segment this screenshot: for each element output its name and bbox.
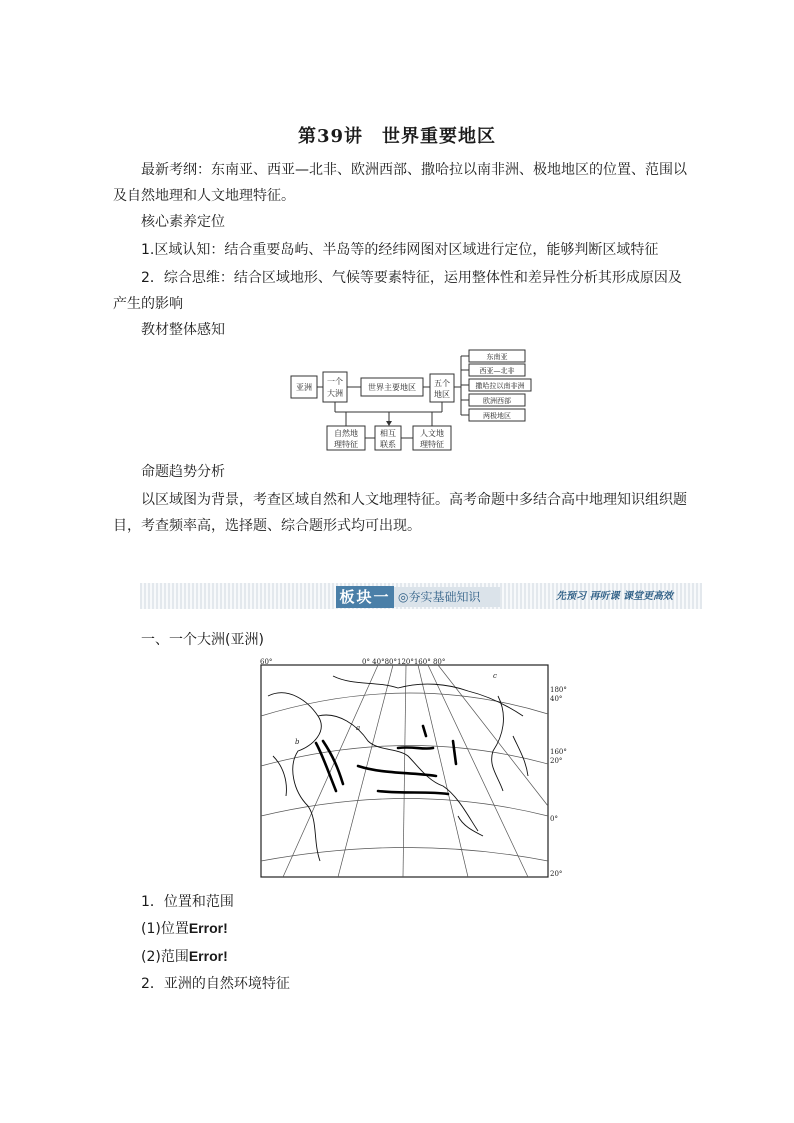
section1-heading: 一、一个大洲(亚洲)	[141, 632, 264, 648]
map-label-20n: 20°	[550, 757, 563, 765]
map-label-20s: 20°	[550, 870, 563, 878]
banner-label: 板块一	[336, 586, 394, 608]
map-label-180: 180°	[550, 686, 567, 694]
sub1-position	[113, 915, 693, 942]
diagram-natural-1: 自然地	[334, 429, 358, 438]
item2-natural-environment: 2．亚洲的自然环境特征	[141, 976, 290, 992]
syllabus-text: 最新考纲：东南亚、西亚—北非、欧洲西部、撒哈拉以南非洲、极地地区的位置、范围以及自然地理和人文地理特征。	[113, 162, 687, 204]
diagram-one-continent-2: 大洲	[327, 389, 343, 398]
diagram-five-1: 五个	[434, 379, 450, 388]
page-title: 第39讲 世界重要地区	[297, 126, 497, 147]
asia-map	[258, 656, 567, 882]
item1-position-range: 1．位置和范围	[141, 894, 234, 910]
core-literacy-heading: 核心素养定位	[141, 214, 225, 230]
map-letter-a: a	[356, 724, 361, 732]
sub2-error: Error!	[188, 948, 228, 964]
overview-heading: 教材整体感知	[141, 322, 225, 338]
diagram-asia: 亚洲	[296, 383, 312, 392]
sub1-label: (1)位置	[141, 921, 189, 937]
map-label-0: 0°	[550, 815, 558, 823]
literacy-point-2: 2．综合思维：结合区域地形、气候等要素特征，运用整体性和差异性分析其形成原因及产生的影响	[113, 270, 682, 312]
diagram-human-1: 人文地	[420, 429, 444, 438]
region-west-asia: 西亚—北非	[479, 367, 515, 375]
sub2-range	[113, 943, 693, 970]
region-sub-saharan: 撒哈拉以南非洲	[475, 382, 525, 390]
diagram-world-regions: 世界主要地区	[368, 383, 416, 392]
trend-text: 以区域图为背景，考查区域自然和人文地理特征。高考命题中多结合高中地理知识组织题目，考查频率高，选择题、综合题形式均可出现。	[113, 492, 687, 534]
map-label-160: 160°	[550, 748, 567, 756]
trend-heading: 命题趋势分析	[141, 464, 225, 480]
map-label-60: 60°	[260, 658, 273, 666]
diagram-natural-2: 理特征	[334, 440, 358, 449]
map-label-40: 40°	[550, 695, 563, 703]
diagram-mutual-1: 相互	[380, 429, 396, 438]
literacy-point-1: 1.区域认知：结合重要岛屿、半岛等的经纬网图对区域进行定位，能够判断区域特征	[141, 242, 659, 258]
section-banner	[140, 578, 702, 618]
diagram-human-2: 理特征	[420, 440, 444, 449]
region-west-europe: 欧洲西部	[483, 397, 511, 405]
diagram-mutual-2: 联系	[380, 440, 396, 449]
mountain-stroke-5	[398, 747, 433, 748]
diagram-one-continent-1: 一个	[327, 377, 343, 386]
region-polar: 两极地区	[483, 412, 511, 420]
sub2-label: (2)范围	[141, 949, 189, 965]
sub1-error: Error!	[188, 920, 228, 936]
region-southeast-asia: 东南亚	[486, 353, 508, 361]
banner-subtitle: ◎夯实基础知识	[398, 590, 481, 604]
map-label-longitudes: 0° 40°80°120°160° 80°	[362, 658, 446, 666]
banner-motto: 先预习 再听课 课堂更高效	[556, 591, 673, 602]
map-letter-c: c	[493, 672, 497, 680]
concept-diagram	[285, 346, 535, 454]
diagram-five-2: 地区	[434, 390, 450, 399]
map-letter-b: b	[295, 738, 300, 746]
